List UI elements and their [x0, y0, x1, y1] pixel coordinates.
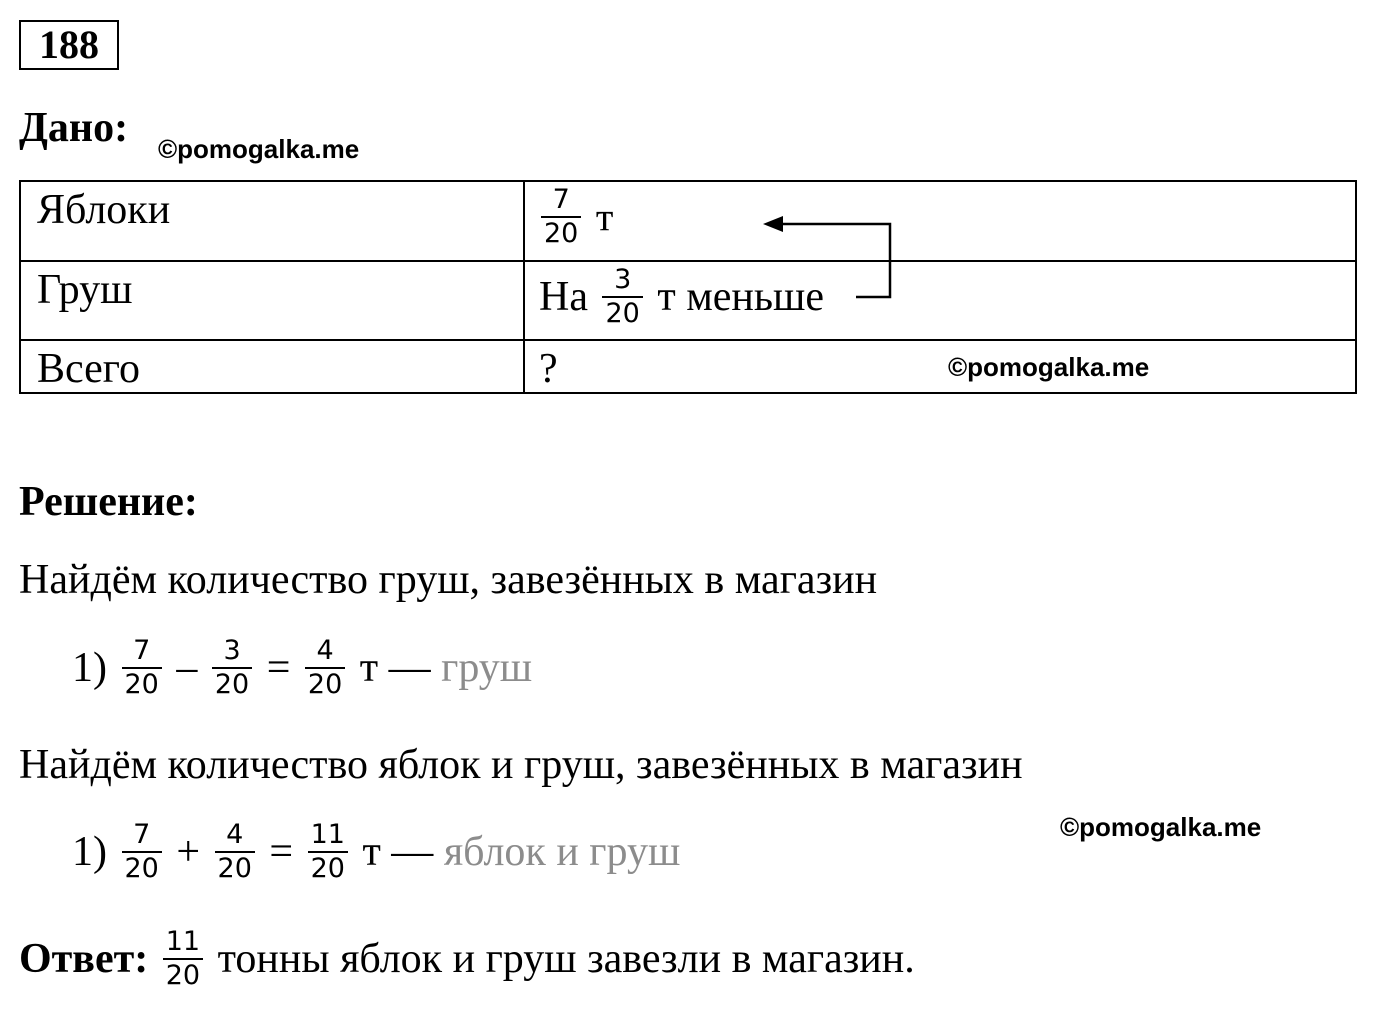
row-label — [20, 261, 524, 340]
numerator: 11 — [310, 819, 345, 850]
answer-label: Ответ: — [19, 936, 149, 982]
unit: т — [595, 194, 614, 240]
numerator: 11 — [165, 926, 201, 957]
watermark: ©pomogalka.me — [1060, 812, 1262, 842]
numerator: 3 — [614, 264, 632, 295]
numerator: 4 — [226, 819, 244, 850]
step1-equation — [72, 635, 532, 701]
denominator: 20 — [541, 216, 581, 250]
label-pears: Груш — [37, 267, 133, 313]
operator: – — [176, 645, 198, 691]
operator: + — [176, 829, 201, 875]
step2-equation — [72, 819, 680, 885]
fraction — [602, 264, 642, 330]
watermark: ©pomogalka.me — [158, 134, 360, 164]
unknown-total: ? — [539, 346, 558, 392]
denominator: 20 — [212, 667, 252, 701]
unit: т — — [359, 645, 431, 691]
denominator: 20 — [215, 851, 255, 885]
numerator: 4 — [316, 635, 334, 666]
fraction — [541, 184, 581, 250]
problem-number: 188 — [19, 20, 119, 70]
equals-sign: = — [269, 829, 294, 875]
step-index: 1) — [72, 645, 107, 691]
prefix: На — [539, 274, 588, 320]
result-note: яблок и груш — [443, 829, 681, 875]
denominator: 20 — [122, 851, 162, 885]
row-value — [524, 181, 1356, 261]
step1-text: Найдём количество груш, завезённых в магазин — [19, 557, 878, 603]
label-total: Всего — [37, 346, 140, 392]
table-row — [20, 261, 1356, 340]
numerator: 7 — [133, 635, 151, 666]
row-value — [524, 340, 1356, 393]
row-value — [524, 261, 1356, 340]
label-apples: Яблоки — [37, 187, 171, 233]
numerator: 3 — [223, 635, 241, 666]
fraction — [163, 926, 203, 992]
denominator: 20 — [602, 296, 642, 330]
comparison-arrow-icon — [750, 205, 910, 315]
answer-text: тонны яблок и груш завезли в магазин. — [217, 936, 915, 982]
denominator: 20 — [122, 667, 162, 701]
table-row — [20, 181, 1356, 261]
watermark: ©pomogalka.me — [948, 352, 1150, 382]
denominator: 20 — [308, 851, 348, 885]
solution-heading: Решение: — [19, 479, 198, 525]
given-table — [19, 180, 1357, 394]
numerator: 7 — [552, 184, 570, 215]
fraction — [122, 635, 162, 701]
numerator: 7 — [133, 819, 151, 850]
equals-sign: = — [266, 645, 291, 691]
denominator: 20 — [163, 958, 203, 992]
table-row — [20, 340, 1356, 393]
fraction — [122, 819, 162, 885]
suffix: т меньше — [657, 274, 825, 320]
step2-text: Найдём количество яблок и груш, завезённых в магазин — [19, 742, 1023, 788]
step-index: 1) — [72, 829, 107, 875]
unit: т — — [362, 829, 434, 875]
answer-line — [19, 926, 915, 992]
fraction — [215, 819, 255, 885]
row-label — [20, 340, 524, 393]
denominator: 20 — [305, 667, 345, 701]
fraction — [308, 819, 348, 885]
given-heading: Дано: — [19, 105, 129, 151]
fraction — [212, 635, 252, 701]
fraction — [305, 635, 345, 701]
row-label — [20, 181, 524, 261]
result-note: груш — [441, 645, 533, 691]
